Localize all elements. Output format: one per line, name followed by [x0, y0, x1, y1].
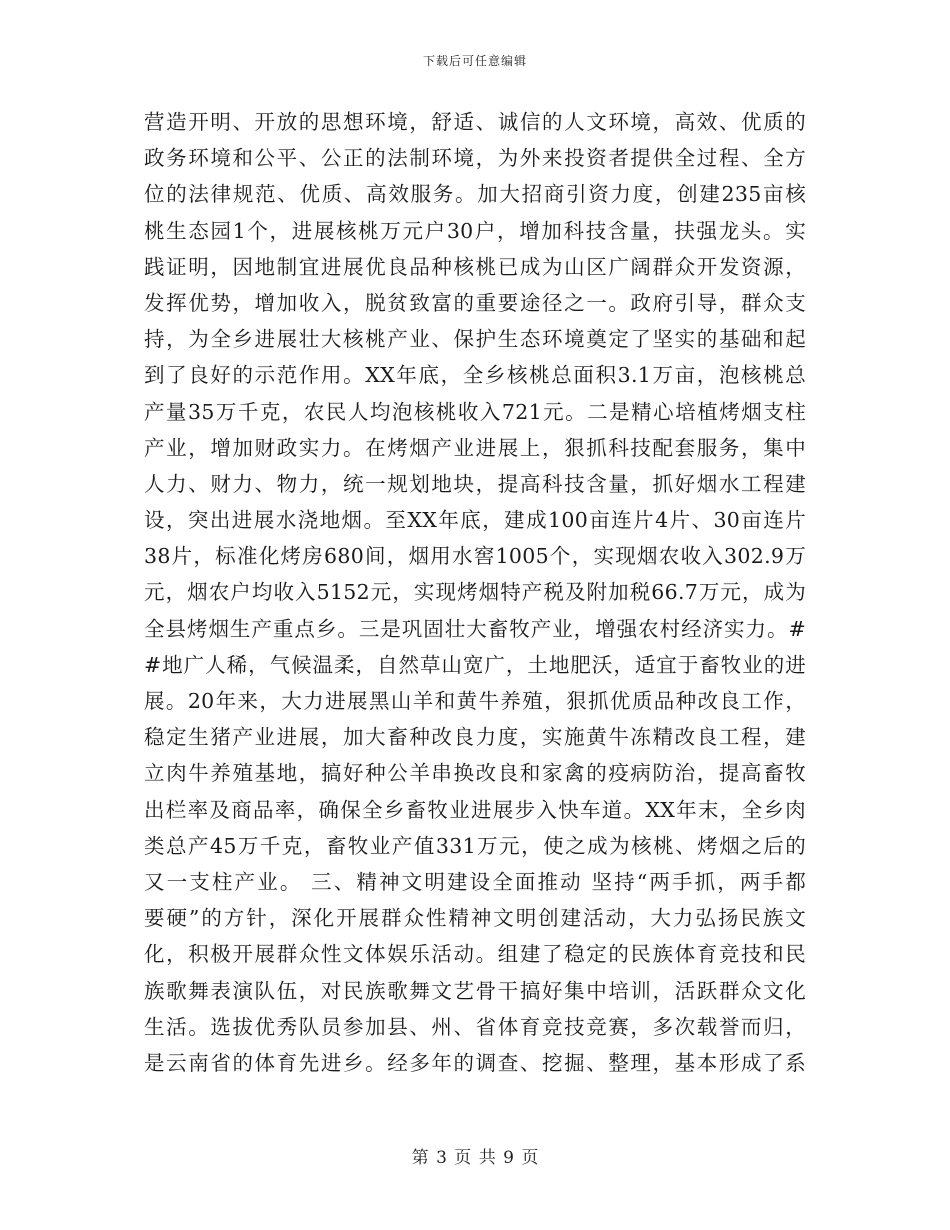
- text-line: 营造开明、开放的思想环境，舒适、诚信的人文环境，高效、优质的: [144, 110, 806, 134]
- page-header: 下载后可任意编辑: [422, 54, 527, 68]
- text-line: 是云南省的体育先进乡。经多年的调查、挖掘、整理，基本形成了系: [144, 1050, 806, 1075]
- text-line: 38片，标准化烤房680间，烟用水窖1005个，实现烟农收入302.9万: [144, 544, 806, 569]
- text-line: 设，突出进展水浇地烟。至XX年底，建成100亩连片4片、30亩连片: [144, 508, 806, 533]
- text-line: 产量35万千克，农民人均泡核桃收入721元。二是精心培植烤烟支柱: [144, 399, 806, 424]
- text-line: 元，烟农户均收入5152元，实现烤烟特产税及附加税66.7万元，成为: [144, 580, 806, 605]
- text-line: 人力、财力、物力，统一规划地块，提高科技含量，抓好烟水工程建: [144, 471, 806, 496]
- text-line: 稳定生猪产业进展，加大畜种改良力度，实施黄牛冻精改良工程，建: [144, 725, 806, 750]
- text-line: 位的法律规范、优质、高效服务。加大招商引资力度，创建235亩核: [144, 182, 806, 207]
- text-line: 到了良好的示范作用。XX年底，全乡核桃总面积3.1万亩，泡核桃总: [144, 363, 806, 388]
- text-line: 践证明，因地制宜进展优良品种核桃已成为山区广阔群众开发资源，: [144, 254, 806, 279]
- text-line: 持，为全乡进展壮大核桃产业、保护生态环境奠定了坚实的基础和起: [144, 327, 806, 352]
- text-line: 政务环境和公平、公正的法制环境，为外来投资者提供全过程、全方: [144, 146, 806, 171]
- text-line: 立肉牛养殖基地，搞好种公羊串换改良和家禽的疫病防治，提高畜牧: [144, 761, 806, 786]
- text-line: 产业，增加财政实力。在烤烟产业进展上，狠抓科技配套服务，集中: [144, 435, 806, 460]
- document-body: [144, 104, 806, 1081]
- page-number: 第 3 页 共 9 页: [411, 1148, 539, 1168]
- text-line: 生活。选拔优秀队员参加县、州、省体育竞技竞赛，多次载誉而归，: [144, 1014, 806, 1039]
- text-line: 发挥优势，增加收入，脱贫致富的重要途径之一。政府引导，群众支: [144, 290, 806, 315]
- text-line: 类总产45万千克，畜牧业产值331万元，使之成为核桃、烤烟之后的: [144, 833, 806, 858]
- text-line: 展。20年来，大力进展黑山羊和黄牛养殖，狠抓优质品种改良工作，: [144, 689, 806, 713]
- text-line: 化，积极开展群众性文体娱乐活动。组建了稳定的民族体育竞技和民: [144, 942, 806, 967]
- text-line: 桃生态园1个，进展核桃万元户30户，增加科技含量，扶强龙头。实: [144, 218, 806, 243]
- text-line: 族歌舞表演队伍，对民族歌舞文艺骨干搞好集中培训，活跃群众文化: [144, 978, 806, 1003]
- text-line: 又一支柱产业。 三、精神文明建设全面推动 坚持“两手抓，两手都: [144, 869, 806, 894]
- text-line: #地广人稀，气候温柔，自然草山宽广，土地肥沃，适宜于畜牧业的进: [144, 652, 806, 677]
- text-line: 要硬”的方针，深化开展群众性精神文明创建活动，大力弘扬民族文: [144, 906, 806, 931]
- text-line: 出栏率及商品率，确保全乡畜牧业进展步入快车道。XX年末，全乡肉: [144, 797, 806, 822]
- text-line: 全县烤烟生产重点乡。三是巩固壮大畜牧产业，增强农村经济实力。#: [144, 616, 806, 641]
